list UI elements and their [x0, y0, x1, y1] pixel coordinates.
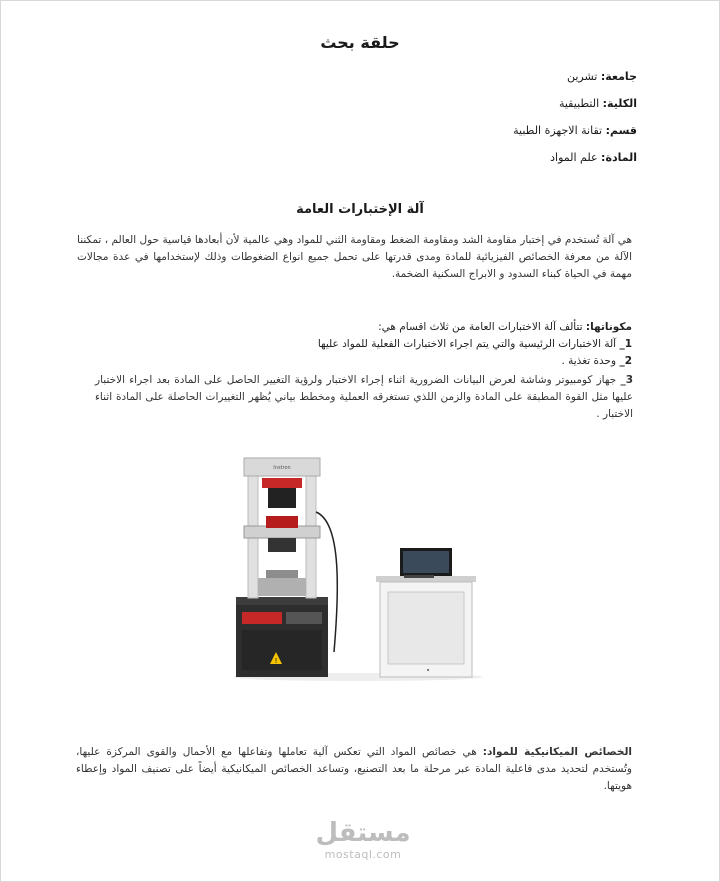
meta-value: التطبيقية	[558, 97, 603, 110]
meta-subject	[550, 151, 637, 164]
mechanical-properties-paragraph	[76, 744, 632, 795]
mechanical-text: هي خصائص المواد التي تعكس آلية تعاملها وتفاعلها مع الأحمال والقوى المركزة عليها، وتُستخدم لتحديد مدى فاعلية المادة عبر مرحلة ما بعد التصنيع، وتساعد الخصائص الميكانيكية أيضاً على تصنيف المواد وإعطاء هويتها.	[76, 746, 632, 792]
meta-label: جامعة:	[600, 70, 637, 83]
meta-value: تقانة الاجهزة الطبية	[513, 124, 606, 137]
component-item-3	[95, 372, 633, 423]
item-text: وحدة تغذية .	[561, 355, 620, 367]
watermark-brand: مستقل	[315, 818, 411, 848]
components-label: مكوناتها:	[585, 321, 632, 333]
item-number: 2_	[619, 355, 632, 367]
item-number: 3_	[620, 374, 633, 386]
svg-text:▪: ▪	[426, 667, 430, 672]
svg-text:!: !	[274, 657, 278, 665]
meta-label: قسم:	[605, 124, 637, 137]
item-text: جهاز كومبيوتر وشاشة لعرض البيانات الضرورية اثناء إجراء الاختبار ولرؤية التغيير الحاصل على المادة بعد اجراء الاختبار عليها مثل القوة المطبقة على المادة والزمن اللذي تستغرقه العملية ومخطط بياني يُظهر التغييرات الحاصلة على المادة اثناء الاختبار .	[95, 374, 633, 420]
meta-department	[513, 124, 637, 137]
components-intro: تتألف آلة الاختبارات العامة من ثلاث اقسام هي:	[378, 321, 586, 333]
watermark	[308, 818, 418, 861]
mechanical-heading: الخصائص الميكانيكية للمواد:	[482, 746, 632, 758]
watermark-url: mostaql.com	[324, 848, 402, 861]
meta-university	[567, 70, 637, 83]
document-title: حلقة بحث	[320, 33, 400, 52]
universal-testing-machine-illustration	[228, 452, 490, 684]
meta-label: الكلية:	[602, 97, 637, 110]
section-title: آلة الإختبارات العامة	[296, 202, 424, 217]
intro-paragraph: هي آلة تُستخدم في إختبار مقاومة الشد ومقاومة الضغط ومقاومة الثني للمواد وهي عالمية لأن أبعادها قياسية حول العالم ، تمكننا الآلة من معرفة الخصائص الفيزيائية للمادة ومدى قدرتها على تحمل جميع انواع الضغوطات وذلك لإستخدامها في عدة مجالات مهمة في الحياة كبناء السدود و الابراج السكنية الضخمة.	[77, 234, 632, 280]
testing-machine-figure	[228, 452, 490, 684]
meta-value: تشرين	[566, 70, 601, 83]
component-item-1	[318, 338, 632, 350]
item-text: آلة الاختبارات الرئيسية والتي يتم اجراء الاختبارات الفعلية للمواد عليها	[317, 338, 620, 350]
brand-label: Instron	[273, 465, 291, 471]
meta-faculty	[559, 97, 637, 110]
meta-value: علم المواد	[550, 151, 602, 164]
component-item-2	[561, 355, 632, 367]
item-number: 1_	[619, 338, 632, 350]
components-heading	[378, 321, 632, 333]
meta-label: المادة:	[601, 151, 637, 164]
